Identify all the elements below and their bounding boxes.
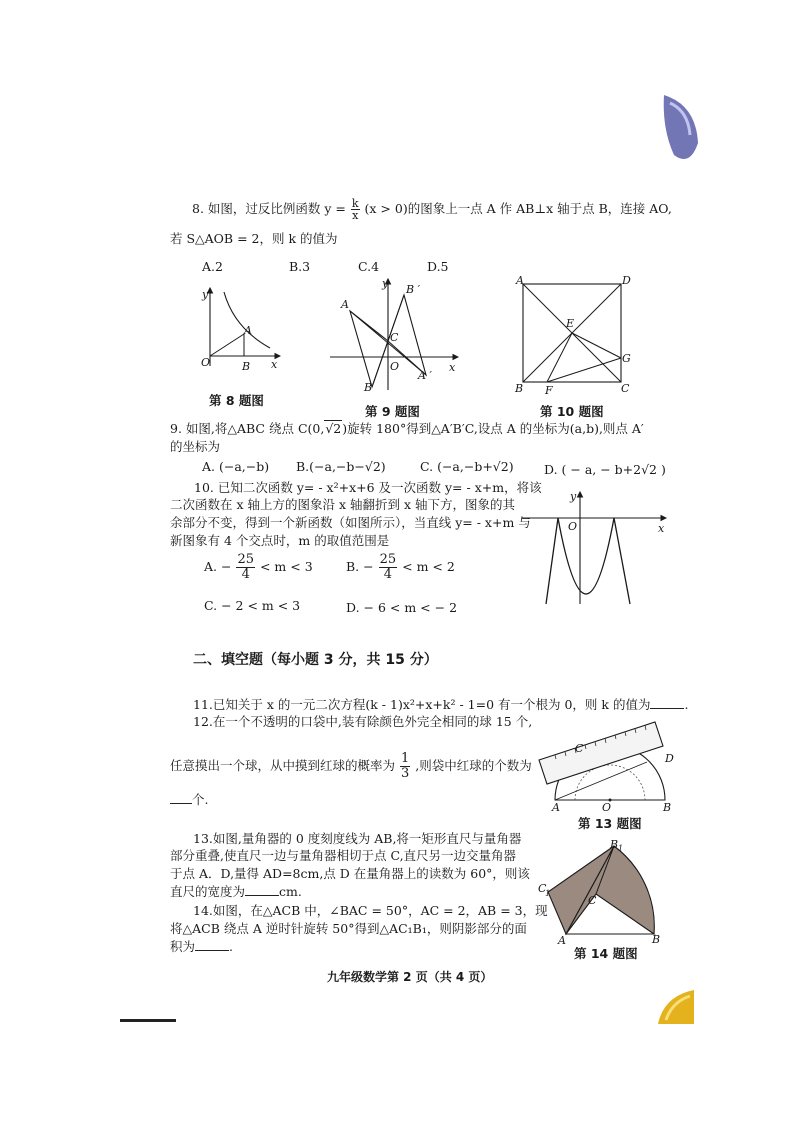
svg-text:B: B [242,360,251,373]
svg-text:D: D [665,752,674,765]
svg-text:A: A [516,274,524,287]
q8-option-b: B.3 [289,259,311,274]
q10-option-c: C. − 2 < m < 3 [204,598,301,613]
svg-text:B: B [515,382,524,395]
figure-q10-graph [520,488,670,608]
figure-10-caption: 第 10 题图 [540,404,604,419]
svg-text:A ′: A ′ [418,369,432,382]
svg-text:y: y [382,277,389,290]
figure-14 [536,836,666,948]
q9-line2: 的坐标为 [170,439,221,454]
figure-13 [535,716,685,816]
svg-text:x: x [449,361,456,374]
q9-option-b: B.(−a,−b−√2) [296,459,386,474]
svg-text:C: C [538,882,547,895]
q12-line2: 任意摸出一个球，从中摸到红球的概率为 $\frac{1}{3}$ ,则袋中红球的个数为 [170,751,532,781]
q13-line1: 13.如图,量角器的 0 度刻度线为 AB,将一矩形直尺与量角器 [193,831,522,846]
scan-edge-line [120,1019,176,1022]
q8-option-a: A.2 [202,259,223,274]
svg-text:O: O [201,356,211,369]
figure-13-caption: 第 13 题图 [578,816,642,831]
q12-answer-blank[interactable] [170,791,192,804]
q14-line3: 积为 . [170,939,233,954]
q10-line1: 10. 已知二次函数 y= - x²+x+6 及一次函数 y= - x+m，将该 [194,480,542,495]
q8-line2: 若 S△AOB = 2，则 k 的值为 [170,231,338,246]
svg-text:A: A [341,298,349,311]
svg-text:y: y [570,490,577,503]
q11-text: 11.已知关于 x 的一元二次方程(k - 1)x²+x+k² - 1=0 有一个根为 0，则 k 的值为 . [193,697,689,712]
q8-option-c: C.4 [358,259,380,274]
svg-text:F: F [545,384,553,397]
svg-text:A: A [558,934,566,947]
svg-text:O: O [390,360,400,373]
svg-text:A: A [244,324,252,337]
figure-8 [196,282,286,377]
q14-line1: 14.如图，在△ACB 中，∠BAC = 50°，AC = 2，AB = 3，现 [193,903,548,918]
q13-answer-blank[interactable] [245,883,279,896]
q12-line1: 12.在一个不透明的口袋中,装有除颜色外完全相同的球 15 个, [193,714,533,729]
svg-text:D: D [622,274,631,287]
figure-10 [510,272,635,398]
q10-option-b: B. − $\frac{25}{4}$ < m < 2 [346,552,455,582]
q9-option-c: C. (−a,−b+√2) [420,459,514,474]
page-footer: 九年级数学第 2 页（共 4 页） [327,970,493,984]
q12-line3: 个. [170,791,208,808]
q14-line2: 将△ACB 绕点 A 逆时针旋转 50°得到△AC₁B₁，则阴影部分的面 [170,921,527,936]
svg-text:1: 1 [545,889,551,898]
svg-text:O: O [568,520,578,533]
figure-9 [330,275,465,395]
q10-line3: 余部分不变，得到一个新函数（如图所示），当直线 y= - x+m 与 [170,515,531,530]
q13-line4: 直尺的宽度为 cm. [170,884,302,899]
q10-option-a: A. − $\frac{25}{4}$ < m < 3 [204,552,313,582]
svg-text:O: O [602,801,612,814]
q9-option-a: A. (−a,−b) [202,459,270,474]
svg-text:C: C [588,894,597,907]
corner-blue-mark [660,95,700,175]
svg-text:x: x [271,358,278,371]
svg-text:C: C [575,742,584,755]
figure-8-caption: 第 8 题图 [209,393,264,408]
q9-option-d: D. ( − a, − b+2√2 ) [544,462,666,477]
svg-text:C: C [621,382,630,395]
q10-line2: 二次函数在 x 轴上方的图象沿 x 轴翻折到 x 轴下方，图象的其 [170,497,515,512]
q11-answer-blank[interactable] [650,696,684,709]
svg-text:C: C [390,331,399,344]
svg-text:B: B [663,801,672,814]
corner-gold-mark [656,990,696,1026]
svg-text:1: 1 [618,844,624,853]
figure-14-caption: 第 14 题图 [574,946,638,961]
svg-text:B: B [610,838,619,851]
svg-text:x: x [658,522,665,535]
svg-text:y: y [202,288,209,301]
q13-line2: 部分重叠,使直尺一边与量角器相切于点 C,直尺另一边交量角器 [170,848,517,863]
q10-option-d: D. − 6 < m < − 2 [346,600,458,615]
svg-text:G: G [622,352,631,365]
q8-option-d: D.5 [427,259,449,274]
figure-9-caption: 第 9 题图 [365,404,420,419]
q13-line3: 于点 A．D,量得 AD=8cm,点 D 在量角器上的读数为 60°，则该 [170,866,530,881]
svg-text:E: E [566,317,575,330]
q14-answer-blank[interactable] [195,938,229,951]
q8-line1: 8. 如图，过反比例函数 y = $\frac{k}{x}$ (x > 0)的图象上一点 A 作 AB⊥x 轴于点 B，连接 AO, [192,197,672,222]
section2-title: 二、填空题（每小题 3 分，共 15 分） [193,652,438,668]
svg-text:B: B [364,381,373,394]
svg-text:B: B [652,933,661,946]
svg-text:A: A [552,801,560,814]
q9-line1: 9. 如图,将△ABC 绕点 C(0,√2)旋转 180°得到△A′B′C,设点 A 的坐标为(a,b),则点 A′ [170,421,644,436]
q10-line4: 新图象有 4 个交点时，m 的取值范围是 [170,533,390,548]
svg-text:B ′: B ′ [406,283,421,296]
